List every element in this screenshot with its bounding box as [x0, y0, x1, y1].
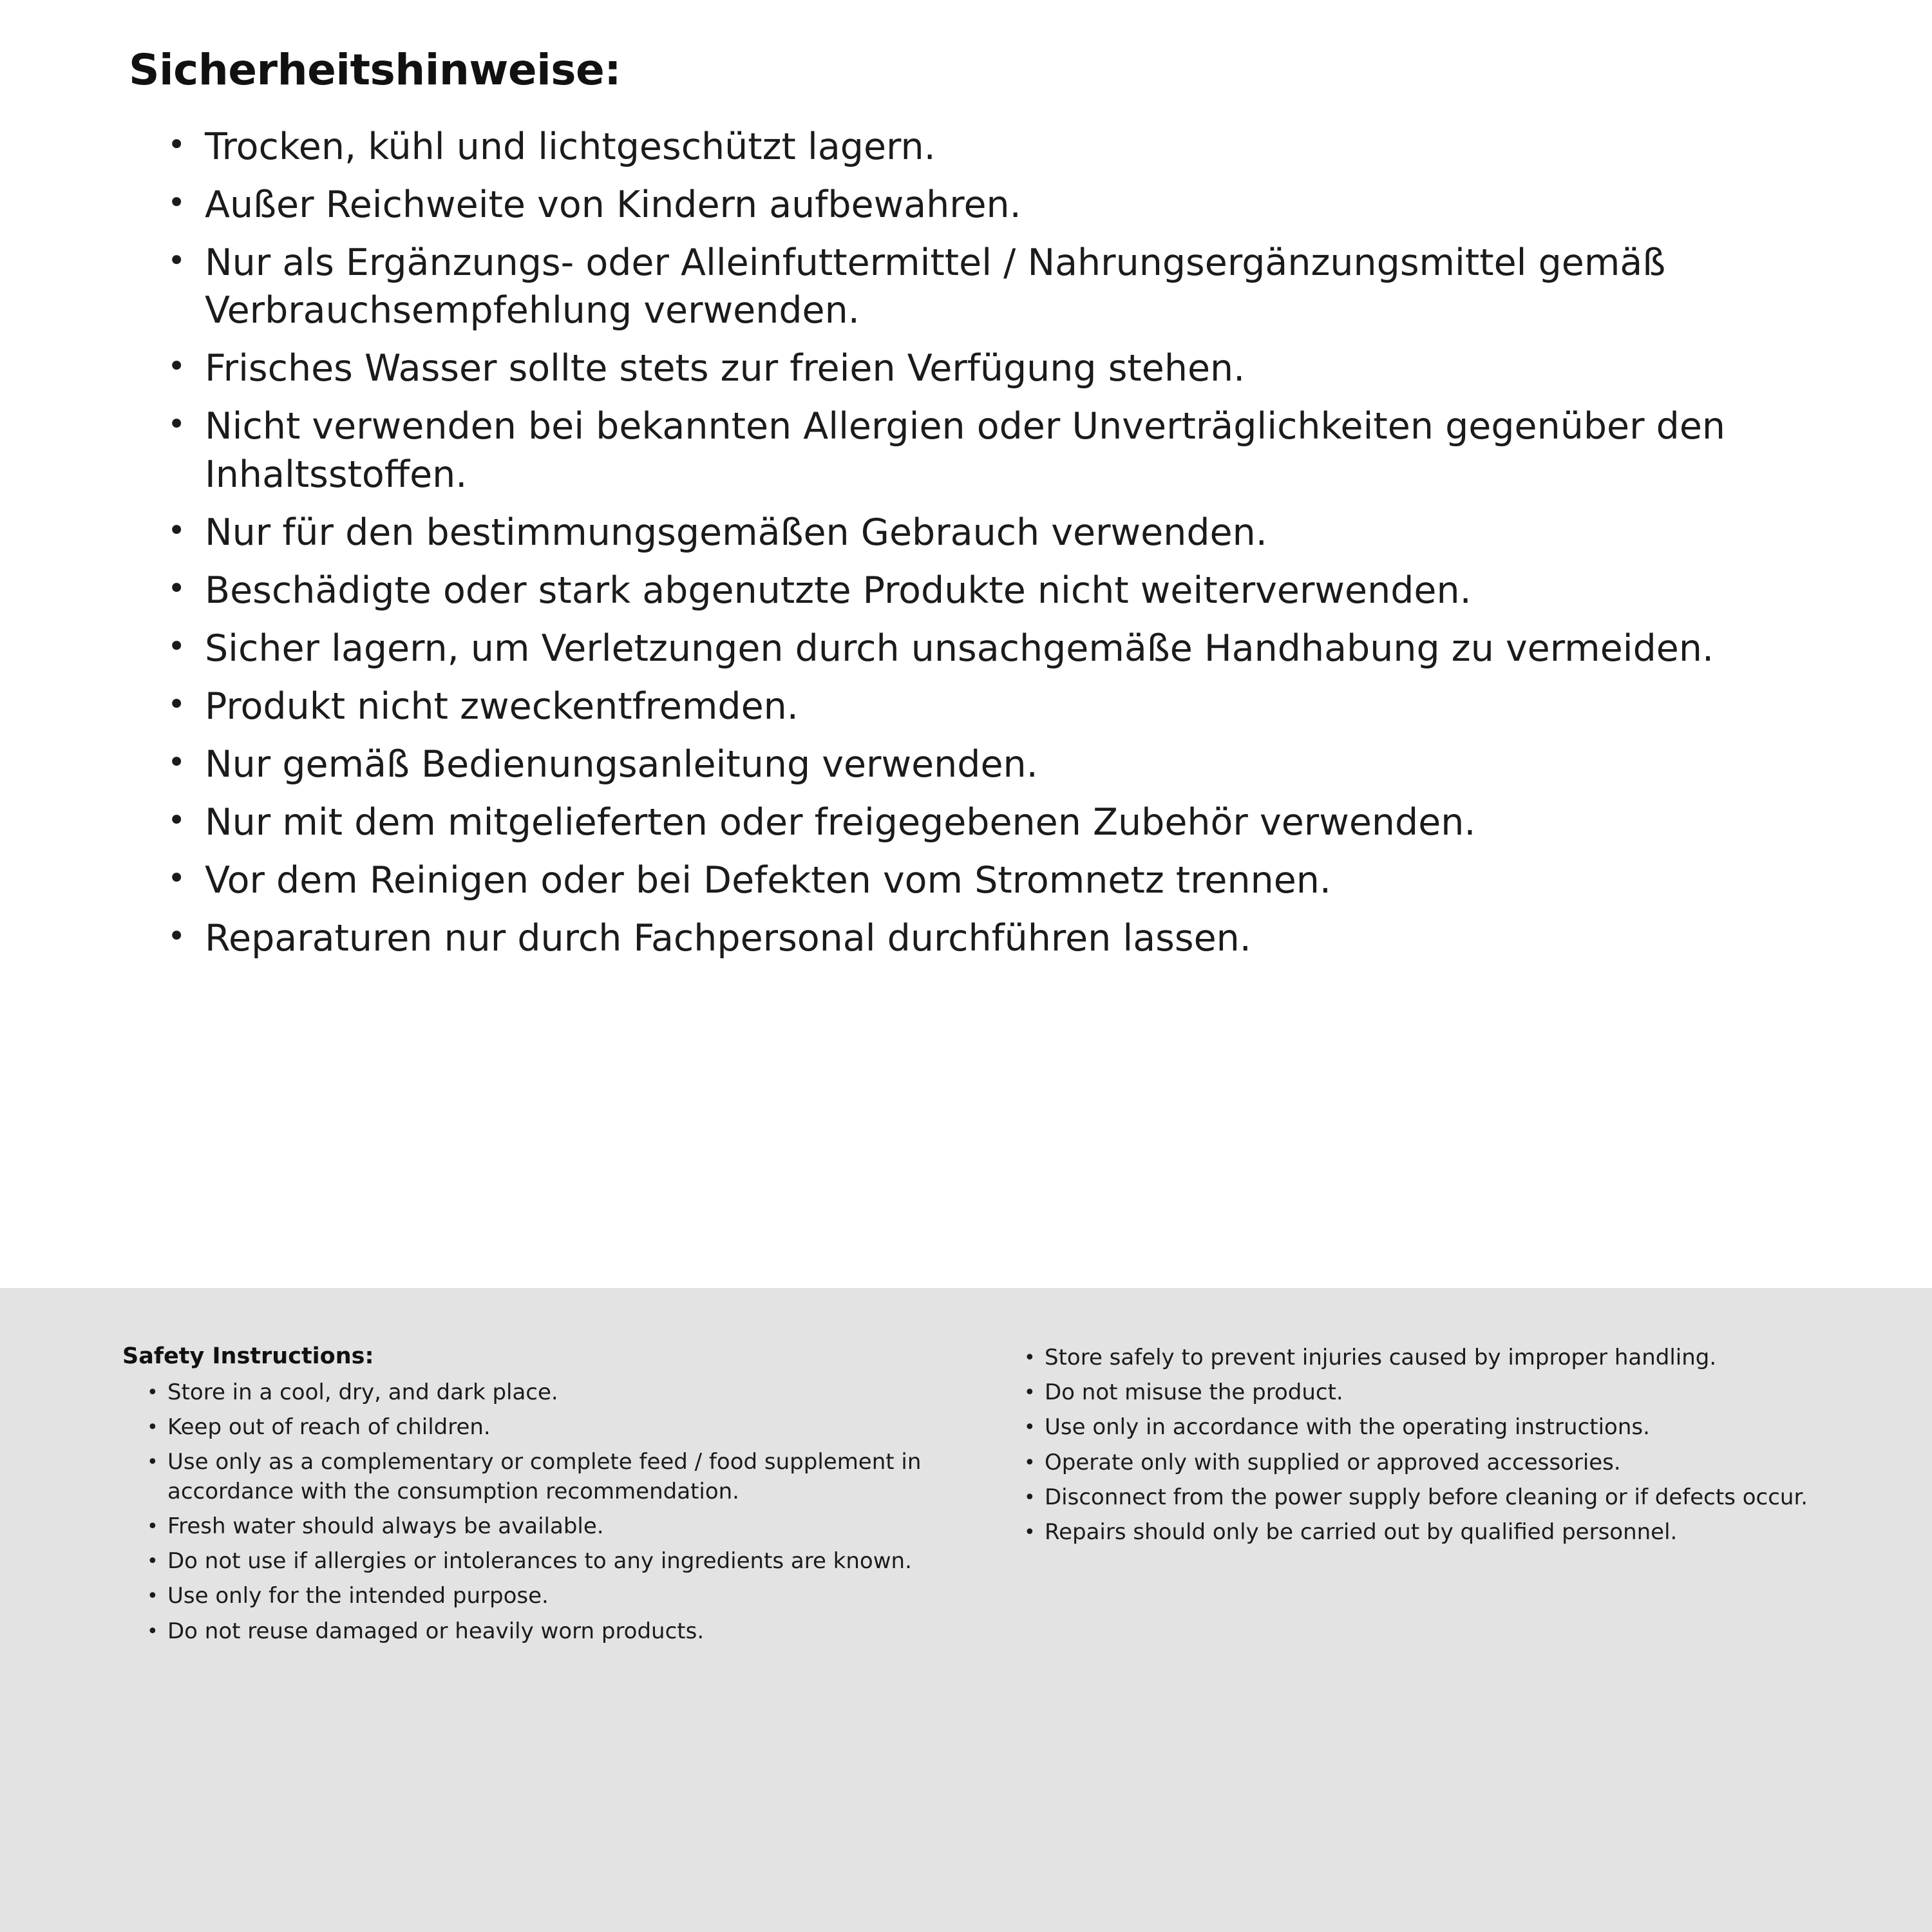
list-item-text: Produkt nicht zweckentfremden.	[205, 685, 799, 728]
list-item	[167, 799, 1855, 846]
list-item	[167, 345, 1855, 392]
english-instruction-list-left	[122, 1378, 960, 1646]
german-instruction-list	[129, 123, 1855, 962]
list-item-text: Disconnect from the power supply before cleaning or if defects occur.	[1045, 1484, 1808, 1510]
bullet-icon: •	[1024, 1521, 1036, 1544]
list-item	[167, 181, 1855, 229]
bullet-icon: •	[167, 570, 186, 607]
list-item-text: Do not reuse damaged or heavily worn products.	[167, 1618, 705, 1644]
list-item-text: Vor dem Reinigen oder bei Defekten vom Stromnetz trennen.	[205, 859, 1332, 902]
bullet-icon: •	[147, 1620, 158, 1643]
list-item-text: Nur gemäß Bedienungsanleitung verwenden.	[205, 743, 1038, 786]
list-item-text: Keep out of reach of children.	[167, 1414, 491, 1441]
list-item	[1024, 1448, 1861, 1477]
list-item-text: Fresh water should always be available.	[167, 1513, 604, 1539]
bullet-icon: •	[147, 1451, 158, 1474]
list-item	[167, 567, 1855, 614]
bullet-icon: •	[167, 802, 186, 839]
bullet-icon: •	[147, 1585, 158, 1608]
list-item-text: Nur als Ergänzungs- oder Alleinfuttermittel / Nahrungsergänzungsmittel gemäß Verbrauchsempfehlung verwenden.	[205, 242, 1666, 332]
list-item-text: Nur mit dem mitgelieferten oder freigegebenen Zubehör verwenden.	[205, 801, 1476, 844]
list-item	[1024, 1518, 1861, 1547]
english-section-title: Safety Instructions:	[122, 1343, 374, 1369]
bullet-icon: •	[167, 918, 186, 955]
bullet-icon: •	[167, 185, 186, 222]
list-item	[147, 1413, 960, 1442]
bullet-icon: •	[147, 1381, 158, 1404]
list-item-text: Store in a cool, dry, and dark place.	[167, 1379, 558, 1405]
bullet-icon: •	[1024, 1381, 1036, 1405]
bullet-icon: •	[167, 243, 186, 279]
bullet-icon: •	[1024, 1347, 1036, 1369]
list-item	[147, 1512, 960, 1541]
list-item	[167, 509, 1855, 556]
list-item-text: Trocken, kühl und lichtgeschützt lagern.	[205, 126, 936, 168]
list-item-text: Frisches Wasser sollte stets zur freien Verfügung stehen.	[205, 347, 1245, 390]
bullet-icon: •	[1024, 1416, 1036, 1439]
list-item-text: Do not misuse the product.	[1045, 1379, 1343, 1406]
bullet-icon: •	[167, 744, 186, 781]
list-item-text: Store safely to prevent injuries caused by improper handling.	[1045, 1345, 1717, 1370]
list-item-text: Sicher lagern, um Verletzungen durch unsachgemäße Handhabung zu vermeiden.	[205, 627, 1714, 670]
list-item-text: Reparaturen nur durch Fachpersonal durchführen lassen.	[205, 917, 1251, 960]
list-item	[147, 1378, 960, 1407]
list-item-text: Do not use if allergies or intolerances to any ingredients are known.	[167, 1548, 912, 1575]
bullet-icon: •	[167, 127, 186, 163]
list-item-text: Repairs should only be carried out by qualified personnel.	[1045, 1519, 1678, 1546]
bullet-icon: •	[1024, 1486, 1036, 1509]
list-item	[167, 123, 1855, 171]
list-item	[1024, 1413, 1861, 1442]
list-item	[167, 914, 1855, 962]
bullet-icon: •	[167, 860, 186, 897]
list-item	[167, 741, 1855, 788]
english-safety-section	[0, 1288, 1932, 1932]
list-item	[1024, 1343, 1861, 1372]
bullet-icon: •	[167, 512, 186, 549]
list-item	[147, 1448, 960, 1506]
bullet-icon: •	[1024, 1451, 1036, 1474]
list-item	[1024, 1483, 1861, 1512]
list-item-text: Use only in accordance with the operating instructions.	[1045, 1414, 1650, 1441]
bullet-icon: •	[167, 628, 186, 665]
list-item	[167, 625, 1855, 672]
bullet-icon: •	[147, 1416, 158, 1439]
list-item-text: Beschädigte oder stark abgenutzte Produkte nicht weiterverwenden.	[205, 569, 1472, 612]
bullet-icon: •	[147, 1515, 158, 1538]
list-item-text: Use only for the intended purpose.	[167, 1583, 549, 1609]
list-item	[167, 857, 1855, 904]
english-column-left	[122, 1343, 960, 1652]
bullet-icon: •	[167, 686, 186, 723]
list-item	[147, 1582, 960, 1611]
list-item	[167, 239, 1855, 334]
list-item-text: Nur für den bestimmungsgemäßen Gebrauch verwenden.	[205, 511, 1267, 554]
list-item-text: Use only as a complementary or complete feed / food supplement in accordance with the consumption recommendation.	[167, 1449, 922, 1504]
bullet-icon: •	[167, 406, 186, 443]
bullet-icon: •	[147, 1550, 158, 1573]
list-item-text: Nicht verwenden bei bekannten Allergien oder Unverträglichkeiten gegenüber den Inhaltsstoffen.	[205, 405, 1726, 496]
english-column-right	[1024, 1343, 1861, 1553]
bullet-icon: •	[167, 348, 186, 385]
list-item	[1024, 1378, 1861, 1407]
list-item	[167, 683, 1855, 730]
list-item-text: Außer Reichweite von Kindern aufbewahren.	[205, 184, 1021, 227]
english-columns	[122, 1343, 1861, 1652]
german-section-title: Sicherheitshinweise:	[129, 45, 621, 95]
list-item	[147, 1617, 960, 1646]
list-item	[147, 1547, 960, 1576]
english-instruction-list-right	[1024, 1343, 1861, 1547]
list-item	[167, 402, 1855, 498]
list-item-text: Operate only with supplied or approved accessories.	[1045, 1449, 1621, 1475]
